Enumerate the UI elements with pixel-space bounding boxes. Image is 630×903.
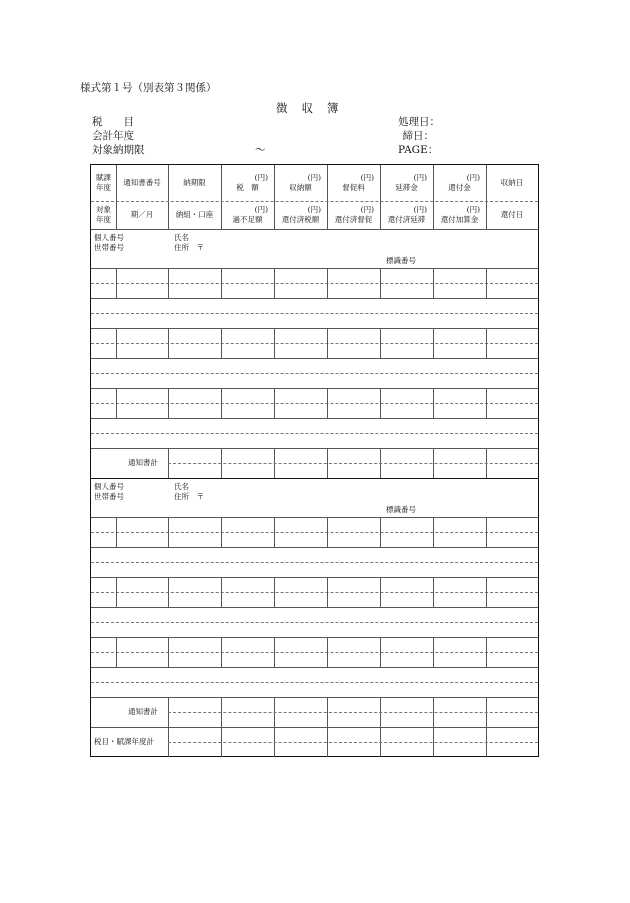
notice-total-label: 通知書計 <box>128 707 158 716</box>
unit-label: (円) <box>413 173 427 182</box>
column-rule <box>221 165 222 229</box>
range-tilde: 〜 <box>255 144 266 156</box>
household-number-label: 世帯番号 <box>94 243 124 252</box>
row-rule-dashed <box>91 283 538 284</box>
row-rule <box>91 667 538 668</box>
unit-label: (円) <box>466 205 480 214</box>
column-rule <box>380 268 381 298</box>
row-rule-dashed <box>91 403 538 404</box>
header-cell <box>274 165 327 201</box>
column-rule <box>433 165 434 229</box>
column-label: 還付済延滞 <box>387 215 426 224</box>
personal-number-label: 個人番号 <box>94 482 124 491</box>
column-label: 収納額 <box>289 183 312 192</box>
column-rule <box>433 637 434 667</box>
column-rule <box>168 637 169 667</box>
column-rule <box>116 388 117 418</box>
column-rule <box>168 517 169 547</box>
row-rule <box>91 727 538 728</box>
header-cell <box>91 165 116 201</box>
column-rule <box>486 388 487 418</box>
id-number-label: 標識番号 <box>386 256 416 265</box>
column-label: 収納日 <box>500 178 524 187</box>
field-label-due-date: 対象納期限 <box>92 144 145 156</box>
header-cell <box>116 201 168 229</box>
unit-label: (円) <box>413 205 427 214</box>
column-rule <box>486 577 487 607</box>
column-rule <box>168 388 169 418</box>
row-rule-dashed <box>91 682 538 683</box>
row-rule <box>91 577 538 578</box>
row-rule <box>91 547 538 548</box>
column-rule <box>433 577 434 607</box>
header-cell <box>221 201 274 229</box>
column-label: 年度 <box>96 215 111 224</box>
header-cell <box>168 201 221 229</box>
column-label: 過不足額 <box>232 215 263 224</box>
column-rule <box>486 637 487 667</box>
column-rule <box>116 577 117 607</box>
column-label: 対象 <box>96 205 111 214</box>
header-cell <box>380 165 433 201</box>
column-rule <box>274 328 275 358</box>
column-rule <box>327 517 328 547</box>
row-rule <box>91 418 538 419</box>
column-rule <box>486 268 487 298</box>
header-cell <box>433 165 486 201</box>
address-label: 住所 〒 <box>174 492 204 501</box>
column-rule <box>433 388 434 418</box>
column-label: 期／月 <box>130 210 154 219</box>
row-rule <box>91 328 538 329</box>
column-rule <box>116 517 117 547</box>
row-rule <box>91 298 538 299</box>
column-label: 還付金 <box>448 183 471 192</box>
column-rule <box>486 328 487 358</box>
field-label-process-date: 処理日： <box>398 116 440 128</box>
column-rule <box>116 165 117 229</box>
row-rule-dashed <box>91 433 538 434</box>
row-rule-dashed <box>91 201 538 202</box>
row-rule <box>91 388 538 389</box>
column-rule <box>274 577 275 607</box>
row-rule <box>91 517 538 518</box>
personal-number-label: 個人番号 <box>94 233 124 242</box>
column-rule <box>327 165 328 229</box>
header-cell <box>274 201 327 229</box>
column-rule <box>327 637 328 667</box>
page-title: 徴収簿 <box>276 101 353 115</box>
grand-total-label: 税目・賦課年度計 <box>94 737 154 746</box>
column-rule <box>380 577 381 607</box>
column-label: 賦課 <box>96 173 111 182</box>
column-rule <box>274 165 275 229</box>
notice-total-label: 通知書計 <box>128 458 158 467</box>
column-label: 還付済税額 <box>281 215 320 224</box>
column-label: 延滞金 <box>395 183 418 192</box>
ledger-table <box>90 164 539 757</box>
column-label: 税 額 <box>236 183 259 192</box>
column-rule <box>380 165 381 229</box>
row-rule-dashed <box>91 313 538 314</box>
header-cell <box>486 165 538 201</box>
column-label: 還付加算金 <box>440 215 479 224</box>
column-label: 還付日 <box>500 210 524 219</box>
field-label-fiscal-year: 会計年度 <box>92 130 134 142</box>
header-cell <box>221 165 274 201</box>
column-rule <box>327 328 328 358</box>
form-label: 様式第１号（別表第３関係） <box>80 82 217 94</box>
column-rule <box>274 517 275 547</box>
header-cell <box>91 201 116 229</box>
unit-label: (円) <box>360 205 374 214</box>
row-rule-dashed <box>91 343 538 344</box>
column-rule <box>380 328 381 358</box>
row-rule <box>91 358 538 359</box>
column-rule <box>221 517 222 547</box>
column-rule <box>221 328 222 358</box>
column-rule <box>168 165 169 229</box>
column-rule <box>433 268 434 298</box>
header-cell <box>433 201 486 229</box>
column-rule <box>116 637 117 667</box>
header-cell <box>168 165 221 201</box>
header-cell <box>327 165 380 201</box>
column-rule <box>221 268 222 298</box>
column-rule <box>380 388 381 418</box>
column-rule <box>116 268 117 298</box>
row-rule-dashed <box>91 622 538 623</box>
row-rule-dashed <box>91 652 538 653</box>
row-rule <box>91 697 538 698</box>
id-number-label: 標識番号 <box>386 505 416 514</box>
column-rule <box>486 517 487 547</box>
field-label-closing-date: 締日： <box>402 130 434 142</box>
column-label: 年度 <box>96 183 111 192</box>
column-rule <box>116 328 117 358</box>
unit-label: (円) <box>254 173 268 182</box>
column-rule <box>221 637 222 667</box>
header-cell <box>486 201 538 229</box>
column-label: 督促料 <box>342 183 365 192</box>
name-label: 氏名 <box>174 482 189 491</box>
row-rule <box>91 229 538 230</box>
household-number-label: 世帯番号 <box>94 492 124 501</box>
column-rule <box>274 637 275 667</box>
column-label: 還付済督促 <box>334 215 373 224</box>
column-rule <box>221 577 222 607</box>
row-rule <box>91 637 538 638</box>
header-cell <box>327 201 380 229</box>
column-rule <box>327 388 328 418</box>
column-rule <box>168 268 169 298</box>
row-rule-dashed <box>91 592 538 593</box>
row-rule <box>91 268 538 269</box>
row-rule <box>91 478 538 479</box>
unit-label: (円) <box>307 205 321 214</box>
column-rule <box>327 268 328 298</box>
column-rule <box>380 517 381 547</box>
column-rule <box>433 328 434 358</box>
column-rule <box>433 517 434 547</box>
name-label: 氏名 <box>174 233 189 242</box>
row-rule <box>91 448 538 449</box>
header-cell <box>116 165 168 201</box>
row-rule-dashed <box>168 742 538 743</box>
column-rule <box>274 388 275 418</box>
row-rule <box>91 607 538 608</box>
row-rule-dashed <box>168 712 538 713</box>
row-rule-dashed <box>91 562 538 563</box>
unit-label: (円) <box>360 173 374 182</box>
field-label-tax-item: 税 目 <box>92 116 134 128</box>
row-rule-dashed <box>91 532 538 533</box>
row-rule-dashed <box>168 463 538 464</box>
column-rule <box>486 165 487 229</box>
column-rule <box>380 637 381 667</box>
column-label: 納組・口座 <box>175 210 214 219</box>
column-rule <box>274 268 275 298</box>
column-label: 通知書番号 <box>123 178 161 187</box>
unit-label: (円) <box>307 173 321 182</box>
column-rule <box>221 388 222 418</box>
column-rule <box>327 577 328 607</box>
unit-label: (円) <box>466 173 480 182</box>
field-label-page: PAGE： <box>398 144 439 156</box>
address-label: 住所 〒 <box>174 243 204 252</box>
unit-label: (円) <box>254 205 268 214</box>
header-cell <box>380 201 433 229</box>
column-rule <box>168 577 169 607</box>
row-rule-dashed <box>91 373 538 374</box>
column-rule <box>168 328 169 358</box>
column-label: 納期限 <box>183 178 206 187</box>
